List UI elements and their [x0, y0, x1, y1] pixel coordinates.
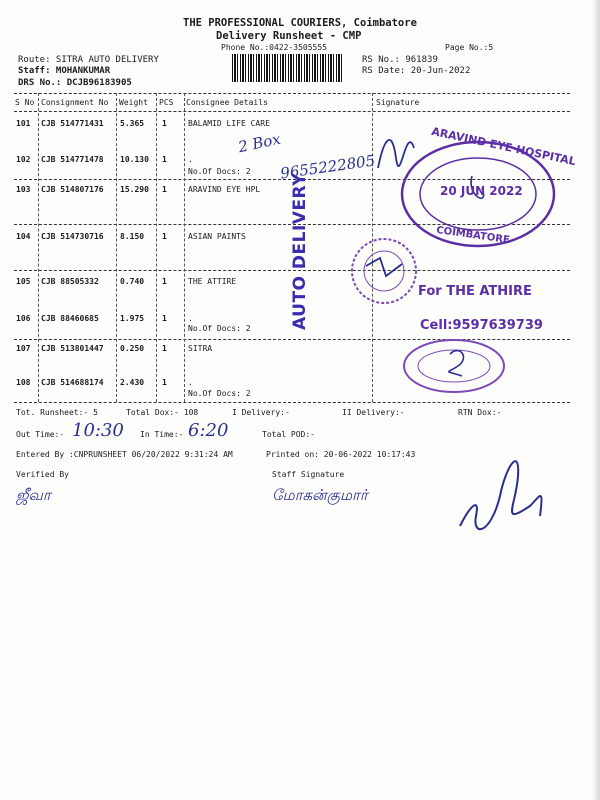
staff-signature-tamil: மோகன்குமார் — [272, 486, 368, 504]
row-weight: 0.740 — [120, 277, 145, 286]
row-weight: 10.130 — [120, 155, 149, 164]
row-consignee: THE ATTIRE — [188, 277, 237, 286]
row-pcs: 1 — [162, 277, 167, 286]
verified-by-signature: ஜீவா — [16, 486, 51, 504]
column-header-signature: Signature — [376, 98, 420, 107]
total-runsheet: Tot. Runsheet:- 5 — [16, 408, 98, 417]
row-weight: 1.975 — [120, 314, 145, 323]
page-number: Page No.:5 — [445, 43, 494, 52]
handwritten-phone: 9655222805 — [279, 151, 377, 183]
row-consignee: . — [188, 314, 193, 323]
row-docs-count: No.Of Docs: 2 — [188, 389, 251, 398]
row-sno: 106 — [16, 314, 31, 323]
table-top-border — [14, 93, 570, 94]
out-time-value: 10:30 — [72, 420, 124, 441]
row-weight: 0.250 — [120, 344, 145, 353]
row-consignee: . — [188, 378, 193, 387]
row-pcs: 1 — [162, 378, 167, 387]
sitra-stamp — [400, 336, 508, 396]
total-dox: Total Dox:- 108 — [126, 408, 199, 417]
handwritten-box-count: 2 Box — [236, 129, 283, 157]
row-weight: 8.150 — [120, 232, 145, 241]
drs-number: DRS No.: DCJB96183905 — [18, 78, 132, 88]
column-divider — [38, 93, 39, 402]
column-header-sno: S No — [15, 98, 35, 107]
row-sno: 101 — [16, 119, 31, 128]
document-title: Delivery Runsheet - CMP — [216, 30, 362, 42]
column-header-pcs: PCS — [159, 98, 174, 107]
row-weight: 2.430 — [120, 378, 145, 387]
row-consignee: . — [188, 155, 193, 164]
table-bottom-border — [14, 402, 570, 403]
row-pcs: 1 — [162, 344, 167, 353]
table-header-border — [14, 111, 570, 112]
row-consignee: BALAMID LIFE CARE — [188, 119, 270, 128]
in-time-label: In Time:- — [140, 430, 184, 439]
staff-label: Staff: MOHANKUMAR — [18, 66, 111, 76]
entered-by: Entered By :CNPRUNSHEET 06/20/2022 9:31:24 AM — [16, 450, 233, 459]
staff-signature-scribble — [440, 436, 550, 546]
row-sno: 103 — [16, 185, 31, 194]
the-athire-stamp: For THE ATHIRE — [418, 284, 532, 299]
row-pcs: 1 — [162, 314, 167, 323]
rs-number: RS No.: 961839 — [362, 55, 438, 65]
rtn-dox: RTN Dox:- — [458, 408, 502, 417]
row-consignee: SITRA — [188, 344, 213, 353]
row-consignment-no: CJB 514771431 — [41, 119, 104, 128]
row-docs-count: No.Of Docs: 2 — [188, 167, 251, 176]
cell-number-stamp: Cell:9597639739 — [420, 318, 543, 333]
aravind-stamp-name: ARAVIND EYE HOSPITAL — [430, 124, 577, 169]
row-consignment-no: CJB 88505332 — [41, 277, 99, 286]
row-consignment-no: CJB 514807176 — [41, 185, 104, 194]
row-consignment-no: CJB 513801447 — [41, 344, 104, 353]
row-consignment-no: CJB 514730716 — [41, 232, 104, 241]
column-header-consignment: Consignment No — [41, 98, 109, 107]
barcode — [232, 54, 344, 82]
auto-delivery-stamp: AUTO DELIVERY — [290, 172, 310, 330]
column-divider — [156, 93, 157, 402]
out-time-label: Out Time:- — [16, 430, 65, 439]
column-divider — [184, 93, 185, 402]
aravind-stamp-city: COIMBATORE — [435, 224, 511, 247]
column-header-weight: Weight — [119, 98, 148, 107]
route-label: Route: SITRA AUTO DELIVERY — [18, 55, 159, 65]
total-pod: Total POD:- — [262, 430, 315, 439]
row-consignee: ARAVIND EYE HPL — [188, 185, 261, 194]
ii-delivery: II Delivery:- — [342, 408, 405, 417]
row-sno: 102 — [16, 155, 31, 164]
row-docs-count: No.Of Docs: 2 — [188, 324, 251, 333]
in-time-value: 6:20 — [188, 420, 229, 441]
row-consignment-no: CJB 514688174 — [41, 378, 104, 387]
column-header-consignee: Consignee Details — [186, 98, 268, 107]
row-pcs: 1 — [162, 232, 167, 241]
row-consignment-no: CJB 88460685 — [41, 314, 99, 323]
row-sno: 104 — [16, 232, 31, 241]
row-pcs: 1 — [162, 119, 167, 128]
company-name: THE PROFESSIONAL COURIERS, Coimbatore — [183, 17, 417, 29]
row-sno: 108 — [16, 378, 31, 387]
row-pcs: 1 — [162, 155, 167, 164]
row-sno: 105 — [16, 277, 31, 286]
phone-number: Phone No.:0422-3505555 — [221, 43, 327, 52]
column-divider — [116, 93, 117, 402]
i-delivery: I Delivery:- — [232, 408, 290, 417]
aravind-stamp-date: 20 JUN 2022 — [440, 184, 523, 198]
rs-date: RS Date: 20-Jun-2022 — [362, 66, 471, 76]
row-consignee: ASIAN PAINTS — [188, 232, 246, 241]
row-weight: 5.365 — [120, 119, 145, 128]
staff-signature-label: Staff Signature — [272, 470, 345, 479]
asian-paints-stamp — [346, 236, 422, 306]
page-edge-shadow — [592, 0, 600, 800]
verified-by-label: Verified By — [16, 470, 69, 479]
row-weight: 15.290 — [120, 185, 149, 194]
row-pcs: 1 — [162, 185, 167, 194]
printed-on: Printed on: 20-06-2022 10:17:43 — [266, 450, 416, 459]
row-sno: 107 — [16, 344, 31, 353]
row-consignment-no: CJB 514771478 — [41, 155, 104, 164]
